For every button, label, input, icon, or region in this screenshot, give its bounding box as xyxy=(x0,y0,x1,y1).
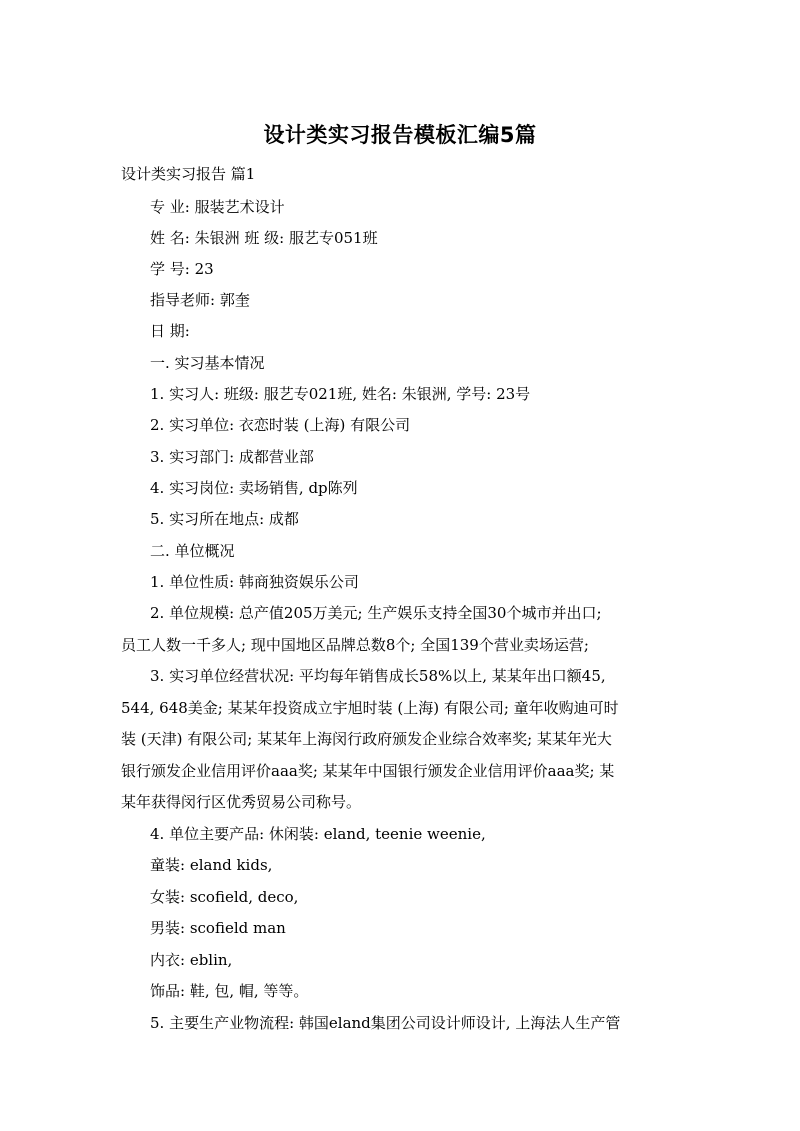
info-student-id: 学 号: 23 xyxy=(150,260,214,278)
paragraph-line: 饰品: 鞋, 包, 帽, 等等。 xyxy=(150,982,309,1000)
paragraph-line: 内衣: eblin, xyxy=(150,951,233,969)
paragraph-line: 男装: scofield man xyxy=(150,919,286,937)
paragraph-line: 3. 实习部门: 成都营业部 xyxy=(150,448,314,466)
section-heading: 设计类实习报告 篇1 xyxy=(121,165,256,183)
paragraph-line: 员工人数一千多人; 现中国地区品牌总数8个; 全国139个营业卖场运营; xyxy=(121,636,589,654)
paragraph-line: 女装: scofield, deco, xyxy=(150,888,299,906)
paragraph-line: 2. 单位规模: 总产值205万美元; 生产娱乐支持全国30个城市并出口; xyxy=(150,604,602,622)
info-date: 日 期: xyxy=(150,322,190,340)
info-name-class: 姓 名: 朱银洲 班 级: 服艺专051班 xyxy=(150,229,378,247)
info-major: 专 业: 服装艺术设计 xyxy=(150,198,285,216)
paragraph-line: 装 (天津) 有限公司; 某某年上海闵行政府颁发企业综合效率奖; 某某年光大 xyxy=(121,730,612,748)
paragraph-line: 银行颁发企业信用评价aaa奖; 某某年中国银行颁发企业信用评价aaa奖; 某 xyxy=(121,762,615,780)
heading-basic-info: 一. 实习基本情况 xyxy=(150,354,265,372)
paragraph-line: 3. 实习单位经营状况: 平均每年销售成长58%以上, 某某年出口额45, xyxy=(150,667,606,685)
info-advisor: 指导老师: 郭奎 xyxy=(150,291,250,309)
paragraph-line: 2. 实习单位: 衣恋时装 (上海) 有限公司 xyxy=(150,416,411,434)
heading-company-overview: 二. 单位概况 xyxy=(150,542,235,560)
paragraph-line: 544, 648美金; 某某年投资成立宇旭时装 (上海) 有限公司; 童年收购迪可时 xyxy=(121,699,619,717)
paragraph-line: 5. 实习所在地点: 成都 xyxy=(150,510,299,528)
paragraph-line: 5. 主要生产业物流程: 韩国eland集团公司设计师设计, 上海法人生产管 xyxy=(150,1014,621,1032)
paragraph-line: 1. 单位性质: 韩商独资娱乐公司 xyxy=(150,573,359,591)
document-title: 设计类实习报告模板汇编5篇 xyxy=(263,123,537,147)
paragraph-line: 童装: eland kids, xyxy=(150,856,273,874)
paragraph-line: 某年获得闵行区优秀贸易公司称号。 xyxy=(121,793,362,811)
paragraph-line: 1. 实习人: 班级: 服艺专021班, 姓名: 朱银洲, 学号: 23号 xyxy=(150,385,531,403)
paragraph-line: 4. 实习岗位: 卖场销售, dp陈列 xyxy=(150,479,358,497)
paragraph-line: 4. 单位主要产品: 休闲装: eland, teenie weenie, xyxy=(150,825,486,843)
